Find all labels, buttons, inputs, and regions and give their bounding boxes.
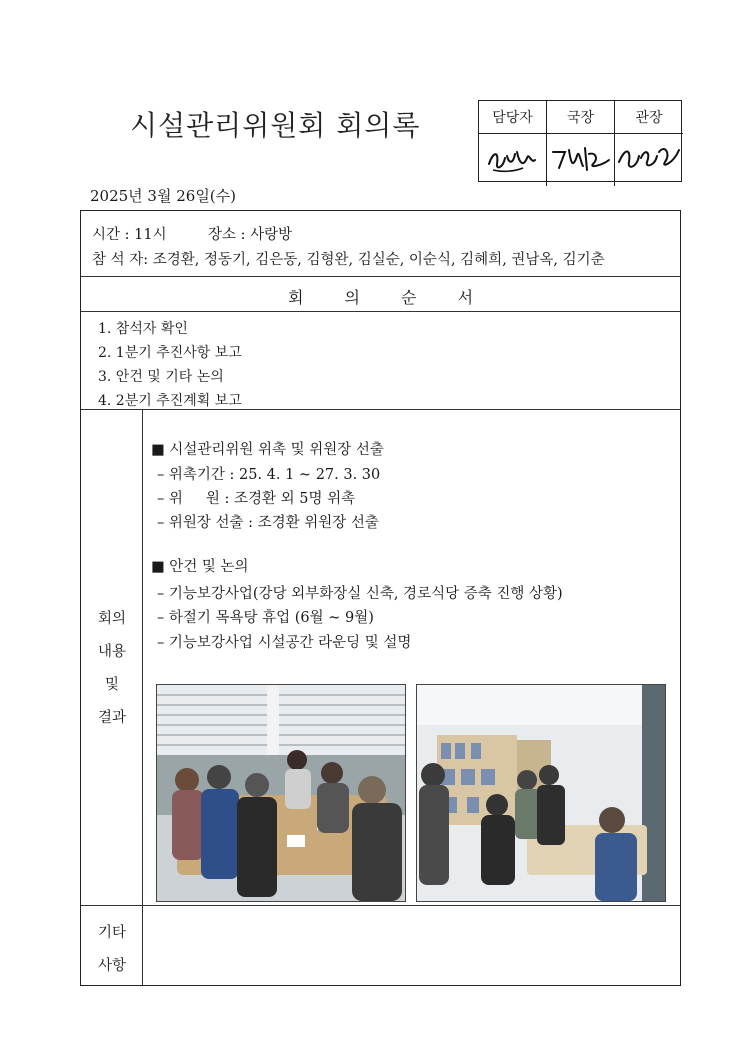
divider-line: [81, 276, 680, 277]
side-label-line: 기타: [97, 925, 126, 941]
minutes-table: [80, 210, 681, 986]
divider-line: [81, 905, 680, 906]
meeting-place: 장소 : 사랑방: [208, 227, 293, 243]
meeting-photo-2: [416, 684, 666, 902]
handwritten-signature-1: [479, 134, 547, 182]
agenda-item: 2. 1분기 추진사항 보고: [98, 345, 242, 361]
side-label-line: 및: [104, 677, 119, 693]
side-label-line: 회의: [97, 611, 126, 627]
meeting-photo-2-image: [417, 685, 665, 901]
column-divider: [142, 409, 143, 985]
signature-director: [547, 134, 615, 186]
meeting-time: 시간 : 11시: [92, 227, 167, 243]
handwritten-signature-2: [547, 134, 615, 182]
section-heading: ■ 안건 및 논의: [151, 559, 249, 575]
side-label-line: 사항: [97, 958, 126, 974]
section-line: – 위원장 선출 : 조경환 위원장 선출: [157, 515, 379, 531]
approval-header-manager: 담당자: [479, 101, 547, 134]
meeting-date: 2025년 3월 26일(수): [90, 187, 237, 205]
section-line: – 기능보강사업(강당 외부화장실 신축, 경로식당 증축 진행 상황): [157, 586, 563, 602]
approval-header-director: 국장: [547, 101, 615, 134]
signature-manager: [479, 134, 547, 186]
agenda-item: 3. 안건 및 기타 논의: [98, 369, 224, 385]
section-line: – 기능보강사업 시설공간 라운딩 및 설명: [157, 635, 412, 651]
meeting-photo-1-image: [157, 685, 405, 901]
side-label-line: 결과: [97, 710, 126, 726]
section-line: – 위촉기간 : 25. 4. 1 ~ 27. 3. 30: [157, 467, 381, 483]
signature-chief: [615, 134, 683, 186]
section-line: – 위 원 : 조경환 외 5명 위촉: [157, 491, 356, 507]
approval-header-chief: 관장: [615, 101, 683, 134]
other-side-label: [82, 917, 142, 983]
document-title: 시설관리위원회 회의록: [130, 109, 421, 142]
content-side-label: [82, 603, 142, 735]
meeting-attendees: 참 석 자: 조경환, 정동기, 김은동, 김형완, 김실순, 이순식, 김혜희, 권남옥, 김기춘: [92, 252, 605, 268]
divider-line: [81, 311, 680, 312]
section-line: – 하절기 목욕탕 휴업 (6월 ~ 9월): [157, 610, 374, 626]
approval-box: [478, 100, 682, 182]
section-heading: ■ 시설관리위원 위촉 및 위원장 선출: [151, 442, 384, 458]
side-label-line: 내용: [97, 644, 126, 660]
agenda-title: 회 의 순 서: [287, 288, 492, 307]
meeting-photo-1: [156, 684, 406, 902]
agenda-item: 1. 참석자 확인: [98, 321, 188, 337]
agenda-item: 4. 2분기 추진계획 보고: [98, 393, 242, 409]
handwritten-signature-3: [615, 134, 683, 182]
